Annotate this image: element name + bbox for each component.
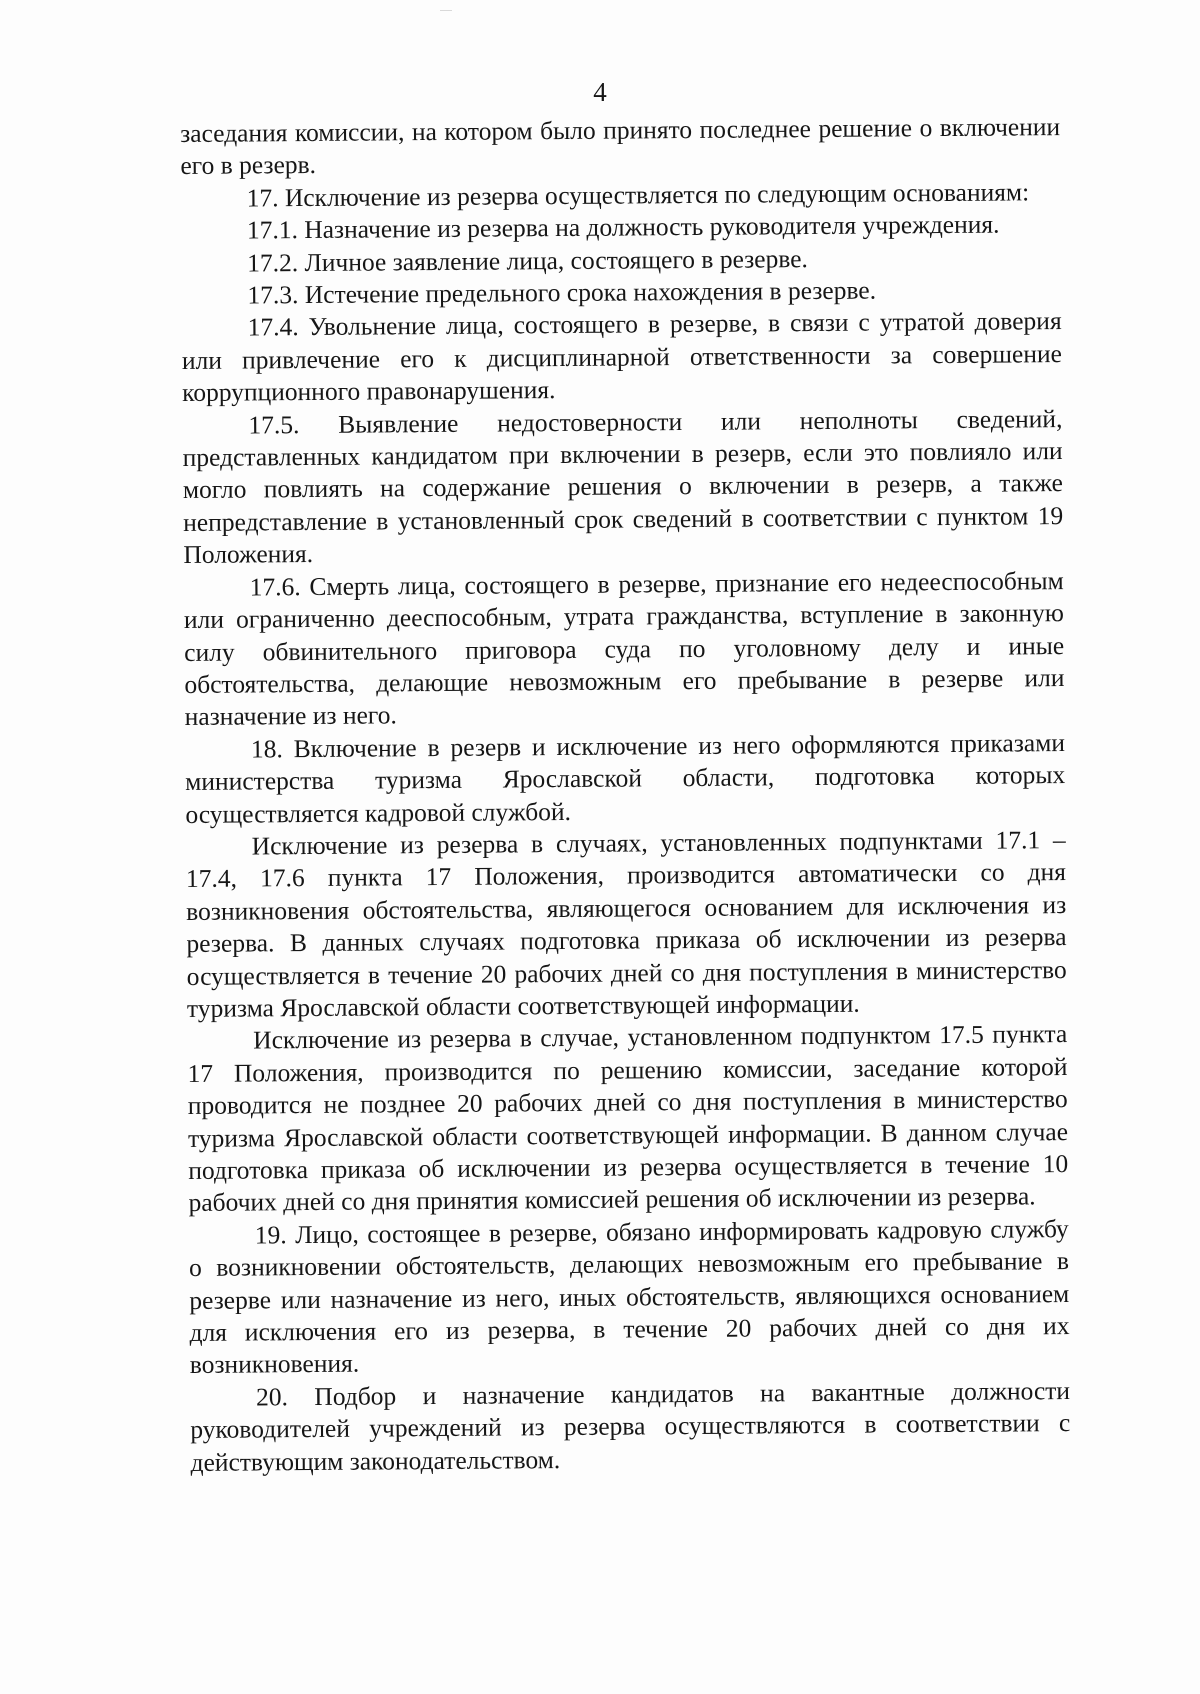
paragraph-17-4: 17.4. Увольнение лица, состоящего в резерве, в связи с утратой доверия или привлечение его к дисциплинарной ответственности за совершение коррупционного правонарушения. — [181, 306, 1062, 408]
paragraph-20: 20. Подбор и назначение кандидатов на вакантные должности руководителей учреждений из резерва осуществляются в соответствии с действующим законодательством. — [190, 1375, 1071, 1477]
paragraph-17-2: 17.2. Личное заявление лица, состоящего в резерве. — [247, 243, 808, 278]
paragraph-17-3: 17.3. Истечение предельного срока нахождения в резерве. — [247, 275, 877, 310]
document-body — [180, 111, 1071, 1479]
paragraph-18-exclusion-automatic: Исключение из резерва в случаях, установленных подпунктами 17.1 – 17.4, 17.6 пункта 17 Положения, производится автоматически со дня возникновения обстоятельства, являющегося основанием для исключения из резерва. В данных случаях подготовка приказа об исключении из резерва осуществляется в течение 20 рабочих дней со дня поступления в министерство туризма Ярославской области соответствующей информации. — [185, 825, 1067, 1023]
paragraph-18: 18. Включение в резерв и исключение из него оформляются приказами министерства туризма Ярославской области, подготовка которых осуществляется кадровой службой. — [185, 727, 1066, 829]
paragraph-17-5: 17.5. Выявление недостоверности или неполноты сведений, представленных кандидатом при включении в резерв, если это повлияло или могло повлиять на содержание решения о включении в резерв, а также непредставление в установленный срок сведений в соответствии с пунктом 19 Положения. — [182, 403, 1064, 570]
paragraph-19: 19. Лицо, состоящее в резерве, обязано информировать кадровую службу о возникновении обстоятельств, делающих невозможным его пребывание в резерве или назначение из него, иных обстоятельств, являющихся основанием для исключения его из резерва, в течение 20 рабочих дней со дня их возникновения. — [188, 1213, 1070, 1380]
paragraph-17-1: 17.1. Назначение из резерва на должность руководителя учреждения. — [246, 209, 1000, 245]
paragraph-continuation: заседания комиссии, на котором было принято последнее решение о включении его в резерв. — [180, 112, 1061, 181]
page-number: 4 — [593, 77, 607, 107]
paragraph-17-6: 17.6. Смерть лица, состоящего в резерве, признание его недееспособным или ограниченно дееспособным, утрата гражданства, вступление в законную силу обвинительного приговора суда по уголовному делу и иные обстоятельства, делающие невозможным его пребывание в резерве или назначение из него. — [183, 565, 1065, 732]
scan-mark — [440, 10, 452, 11]
paragraph-18-exclusion-commission: Исключение из резерва в случае, установленном подпунктом 17.5 пункта 17 Положения, производится по решению комиссии, заседание которой проводится не позднее 20 рабочих дней со дня поступления в министерство туризма Ярославской области соответствующей информации. В данном случае подготовка приказа об исключении из резерва осуществляется в течение 10 рабочих дней со дня принятия комиссией решения об исключении из резерва. — [187, 1019, 1069, 1218]
paragraph-17: 17. Исключение из резерва осуществляется по следующим основаниям: — [246, 177, 1030, 213]
